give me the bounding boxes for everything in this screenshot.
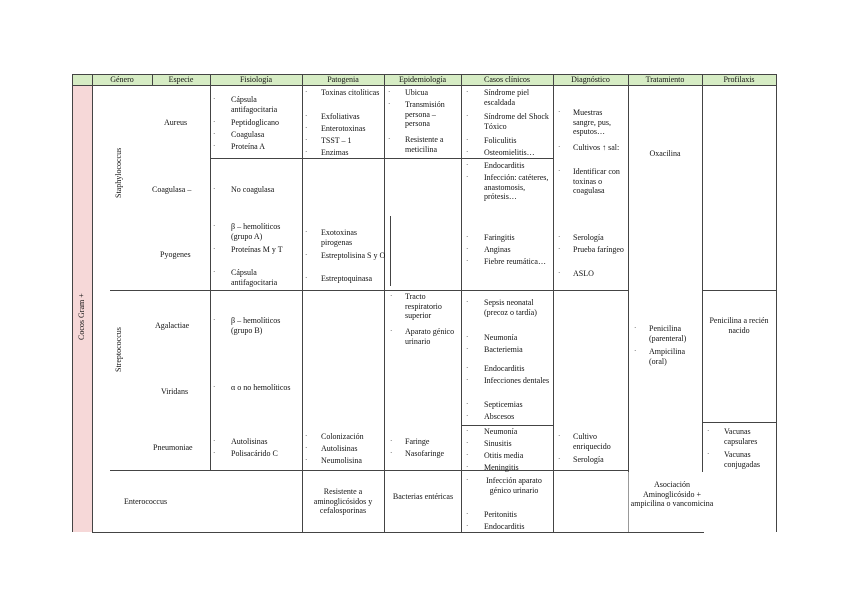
pato-aureus-2: Exfoliativas: [321, 112, 360, 121]
pato-enterococcus: Resistente a aminoglicósidos y cefalosporinas: [313, 487, 373, 515]
bullet: ·: [390, 437, 393, 445]
casos-viridans-3: Septicemias: [484, 400, 523, 409]
bullet: ·: [305, 274, 308, 282]
casos-enterococcus-3: Endocarditis: [484, 522, 525, 531]
bullet: ·: [213, 437, 216, 445]
bullet: ·: [466, 298, 469, 306]
bullet: ·: [213, 142, 216, 150]
bullet: ·: [213, 222, 216, 230]
bullet: ·: [558, 108, 561, 116]
bullet: ·: [466, 439, 469, 447]
bullet: ·: [466, 148, 469, 156]
bullet: ·: [466, 427, 469, 435]
header-diagnostico: Diagnóstico: [571, 75, 610, 84]
bullet: ·: [213, 268, 216, 276]
bullet: ·: [558, 432, 561, 440]
side-label: Cocos Gram +: [77, 293, 86, 340]
casos-pneumoniae-1: Neumonía: [484, 427, 518, 436]
bullet: ·: [305, 228, 308, 236]
diag-pyogenes-3: ASLO: [573, 269, 594, 278]
fisio-viridans-1: α o no hemolíticos: [231, 383, 291, 392]
bullet: ·: [390, 292, 393, 300]
diag-pyogenes-1: Serología: [573, 233, 604, 242]
bullet: ·: [466, 451, 469, 459]
pato-aureus-3: Enterotoxinas: [321, 124, 366, 133]
casos-pyogenes-3: Fiebre reumática…: [484, 257, 546, 266]
header-profilaxis: Profilaxis: [723, 75, 755, 84]
casos-enterococcus-2: Peritonitis: [484, 510, 517, 519]
epi-aureus-1: Ubicua: [405, 88, 429, 97]
bullet: ·: [466, 463, 469, 471]
casos-pneumoniae-3: Otitis media: [484, 451, 524, 460]
pato-pneumoniae-2: Autolisinas: [321, 444, 358, 453]
bullet: ·: [213, 118, 216, 126]
pato-pyogenes-2: Estreptolisina S y O: [321, 251, 386, 260]
bullet: ·: [466, 400, 469, 408]
bullet: ·: [305, 432, 308, 440]
diag-aureus-2: Cultivos ↑ sal:: [573, 143, 620, 152]
pato-aureus-5: Enzimas: [321, 148, 349, 157]
bullet: ·: [558, 269, 561, 277]
genus-divider: [110, 290, 628, 291]
species-aureus: Aureus: [164, 118, 188, 127]
species-coagulasa: Coagulasa –: [152, 185, 192, 194]
fisio-agalactiae-1: β – hemolíticos (grupo B): [231, 316, 281, 335]
epi-agalactiae-2: Aparato génico urinario: [405, 327, 455, 346]
header-epidemiologia: Epidemiología: [398, 75, 447, 84]
species-viridans: Viridans: [161, 387, 189, 396]
casos-coagulasa-2: Infección: catéteres, anastomosis, prótesis…: [484, 173, 549, 201]
bullet: ·: [634, 347, 637, 355]
diag-aureus-1: Muestras sangre, pus, esputos…: [573, 108, 611, 136]
casos-aureus-2: Síndrome del Shock Tóxico: [484, 112, 549, 131]
row-divider-profilaxis-2: [702, 422, 776, 423]
bullet: ·: [388, 88, 391, 96]
col-divider: [461, 74, 462, 532]
pato-pyogenes-1: Exotoxinas pirogenas: [321, 228, 357, 247]
pato-pneumoniae-3: Neumolisina: [321, 456, 362, 465]
bullet: ·: [213, 449, 216, 457]
col-divider: [628, 74, 629, 472]
bullet: ·: [558, 455, 561, 463]
header-patogenia: Patogenia: [327, 75, 359, 84]
genus-staphylococcus: Staphylococcus: [114, 147, 123, 198]
bullet: ·: [466, 345, 469, 353]
bullet: ·: [390, 449, 393, 457]
row-divider-profilaxis: [702, 290, 776, 291]
casos-aureus-1: Síndrome piel escaldada: [484, 88, 530, 107]
diag-aureus-3: Identificar con toxinas o coagulasa: [573, 167, 620, 195]
pato-aureus-4: TSST – 1: [321, 136, 352, 145]
epi-aureus-3: Resistente a meticilina: [405, 135, 444, 154]
fisio-pyogenes-2: Proteínas M y T: [231, 245, 283, 254]
bullet: ·: [466, 245, 469, 253]
epi-aureus-2: Transmisión persona – persona: [405, 100, 445, 128]
casos-coagulasa-1: Endocarditis: [484, 161, 525, 170]
bullet: ·: [466, 173, 469, 181]
bullet: ·: [466, 510, 469, 518]
trat-staphylococcus: Oxacilina: [649, 149, 681, 158]
fisio-aureus-4: Proteína A: [231, 142, 265, 151]
header-fisiologia: Fisiología: [239, 75, 272, 84]
epi-pneumoniae-2: Nasofaringe: [405, 449, 445, 458]
bullet: ·: [466, 376, 469, 384]
casos-agalactiae-1: Sepsis neonatal (precoz o tardía): [484, 298, 537, 317]
pato-aureus-1: Toxinas citolíticas: [321, 88, 380, 97]
casos-pyogenes-1: Faringitis: [484, 233, 515, 242]
bullet: ·: [466, 257, 469, 265]
casos-agalactiae-2: Neumonía: [484, 333, 518, 342]
header-especie: Especie: [168, 75, 194, 84]
inner-divider: [390, 216, 391, 286]
bullet: ·: [466, 88, 469, 96]
col-divider: [210, 74, 211, 470]
fisio-aureus-2: Peptidoglicano: [231, 118, 279, 127]
bullet: ·: [305, 444, 308, 452]
bullet: ·: [466, 233, 469, 241]
table-bottom-border: [92, 532, 704, 533]
bullet: ·: [466, 136, 469, 144]
bullet: ·: [466, 412, 469, 420]
bullet: ·: [466, 522, 469, 530]
bullet: ·: [305, 456, 308, 464]
casos-pneumoniae-2: Sinusitis: [484, 439, 512, 448]
header-bottom-border: [72, 85, 776, 86]
diag-pneumoniae-2: Serología: [573, 455, 604, 464]
trat-streptococcus-1: Penicilina (parenteral): [649, 324, 687, 343]
bullet: ·: [305, 88, 308, 96]
casos-viridans-1: Endocarditis: [484, 364, 525, 373]
genus-streptococcus: Streptococcus: [114, 327, 123, 372]
bullet: ·: [213, 130, 216, 138]
col-divider: [384, 74, 385, 532]
profi-pneumoniae-1: Vacunas capsulares: [724, 427, 758, 446]
casos-pneumoniae-4: Meningitis: [484, 463, 519, 472]
table-left-border: [72, 74, 73, 532]
species-pyogenes: Pyogenes: [160, 250, 191, 259]
bullet: ·: [558, 245, 561, 253]
trat-streptococcus-2: Ampicilina (oral): [649, 347, 685, 366]
bullet: ·: [305, 112, 308, 120]
bullet: ·: [305, 148, 308, 156]
bullet: ·: [707, 427, 710, 435]
epi-agalactiae-1: Tracto respiratorio superior: [405, 292, 442, 320]
bullet: ·: [707, 450, 710, 458]
bullet: ·: [466, 476, 469, 484]
pato-pyogenes-3: Estreptoquinasa: [321, 274, 373, 283]
casos-aureus-4: Osteomielitis…: [484, 148, 535, 157]
bullet: ·: [558, 233, 561, 241]
pato-pneumoniae-1: Colonización: [321, 432, 364, 441]
genus-enterococcus: Enterococcus: [124, 497, 168, 506]
bullet: ·: [390, 327, 393, 335]
fisio-pneumoniae-2: Polisacárido C: [231, 449, 278, 458]
profi-agalactiae: Penicilina a recién nacido: [709, 316, 769, 335]
trat-enterococcus: Asociación Aminoglicósido + ampicilina o vancomicina: [630, 480, 714, 508]
diag-pneumoniae-1: Cultivo enriquecido: [573, 432, 611, 451]
col-divider: [92, 74, 93, 532]
row-divider-aureus: [210, 158, 554, 159]
bullet: ·: [305, 136, 308, 144]
bullet: ·: [558, 167, 561, 175]
casos-viridans-4: Abscesos: [484, 412, 515, 421]
bullet: ·: [213, 95, 216, 103]
species-agalactiae: Agalactiae: [155, 321, 190, 330]
fisio-pneumoniae-1: Autolisinas: [231, 437, 268, 446]
casos-aureus-3: Foliculitis: [484, 136, 517, 145]
table-right-border: [776, 74, 777, 532]
bullet: ·: [388, 135, 391, 143]
header-casos-clinicos: Casos clínicos: [484, 75, 530, 84]
epi-enterococcus: Bacterias entéricas: [392, 492, 454, 501]
fisio-aureus-1: Cápsula antifagocitaria: [231, 95, 278, 114]
bullet: ·: [388, 100, 391, 108]
fisio-aureus-3: Coagulasa: [231, 130, 265, 139]
header-genero: Género: [110, 75, 134, 84]
bullet: ·: [213, 245, 216, 253]
profi-pneumoniae-2: Vacunas conjugadas: [724, 450, 760, 469]
casos-agalactiae-3: Bacteriemia: [484, 345, 523, 354]
bullet: ·: [634, 324, 637, 332]
casos-viridans-2: Infecciones dentales: [484, 376, 550, 385]
bullet: ·: [305, 251, 308, 259]
bullet: ·: [305, 124, 308, 132]
bullet: ·: [466, 333, 469, 341]
bullet: ·: [558, 143, 561, 151]
bullet: ·: [466, 112, 469, 120]
bullet: ·: [466, 364, 469, 372]
col-divider: [702, 74, 703, 472]
bullet: ·: [466, 161, 469, 169]
bullet: ·: [213, 316, 216, 324]
fisio-pyogenes-3: Cápsula antifagocitaria: [231, 268, 278, 287]
epi-pneumoniae-1: Faringe: [405, 437, 430, 446]
diag-pyogenes-2: Prueba faríngeo: [573, 245, 624, 254]
bullet: ·: [213, 383, 216, 391]
species-pneumoniae: Pneumoniae: [153, 443, 193, 452]
casos-enterococcus-1: Infección aparato génico urinario: [486, 476, 542, 495]
fisio-pyogenes-1: β – hemolíticos (grupo A): [231, 222, 281, 241]
fisio-coagulasa-1: No coagulasa: [231, 185, 275, 194]
bullet: ·: [213, 185, 216, 193]
casos-pyogenes-2: Anginas: [484, 245, 511, 254]
header-tratamiento: Tratamiento: [645, 75, 685, 84]
row-divider-viridans: [461, 425, 553, 426]
genus-divider-2: [110, 470, 628, 471]
col-divider: [302, 74, 303, 532]
col-divider: [553, 74, 554, 532]
